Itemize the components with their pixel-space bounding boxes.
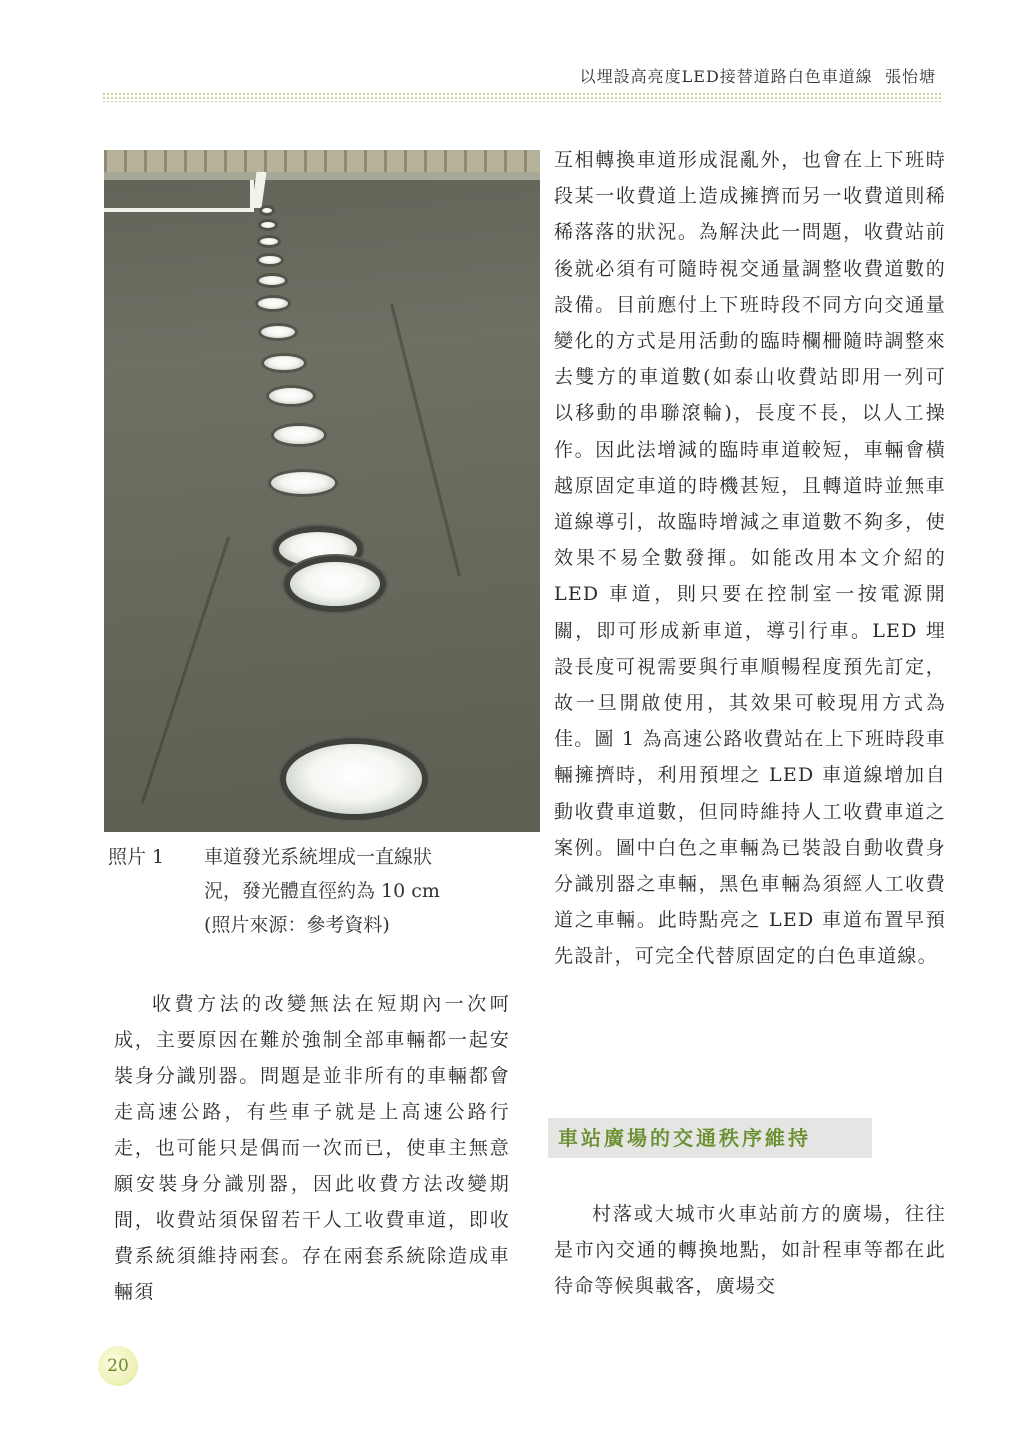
page-number: 20 xyxy=(98,1346,138,1386)
led-light xyxy=(264,356,304,370)
led-light xyxy=(261,222,275,228)
led-light xyxy=(274,426,324,444)
running-title: 以埋設高亮度LED接替道路白色車道線 xyxy=(579,67,873,86)
right-column xyxy=(554,142,946,975)
caption-line-1: 車道發光系統埋成一直線狀 xyxy=(204,846,433,868)
photo-road-marking xyxy=(104,180,254,212)
caption-line-2: 況，發光體直徑約為 10 cm xyxy=(204,880,440,902)
caption-label: 照片 1 xyxy=(108,846,165,868)
led-light xyxy=(259,256,281,264)
led-light xyxy=(261,326,295,338)
left-column xyxy=(114,986,510,1310)
right-column-continued xyxy=(554,1196,946,1304)
photo-crack xyxy=(390,304,461,576)
led-light xyxy=(260,238,278,245)
caption-line-3: (照片來源：參考資料) xyxy=(204,914,390,936)
header-dotted-rule xyxy=(102,92,942,102)
author-name: 張怡塘 xyxy=(884,67,936,86)
photo-curb xyxy=(104,172,540,180)
body-paragraph: 收費方法的改變無法在短期內一次呵成，主要原因在難於強制全部車輛都一起安裝身分識別器。問題是並非所有的車輛都會走高速公路，有些車子就是上高速公路行走，也可能只是偶而一次而已，使車主無意願安裝身分識別器，因此收費方法改變期間，收費站須保留若干人工收費車道，即收費系統須維持兩套。存在兩套系統除造成車輛須 xyxy=(114,993,510,1303)
running-header xyxy=(580,64,936,87)
led-light xyxy=(259,276,285,285)
led-light xyxy=(290,562,380,606)
led-light xyxy=(258,298,288,309)
photo-fence xyxy=(104,150,540,174)
section-heading: 車站廣場的交通秩序維持 xyxy=(548,1118,872,1158)
led-light xyxy=(269,388,313,404)
body-paragraph: 村落或大城市火車站前方的廣場，往往是市內交通的轉換地點，如計程車等都在此待命等候與載客，廣場交 xyxy=(554,1203,946,1297)
led-light xyxy=(271,472,335,494)
led-light xyxy=(279,532,357,566)
body-paragraph: 互相轉換車道形成混亂外，也會在上下班時段某一收費道上造成擁擠而另一收費道則稀稀落落的狀況。為解決此一問題，收費站前後就必須有可隨時視交通量調整收費道數的設備。目前應付上下班時段不同方向交通量變化的方式是用活動的臨時欄柵隨時調整來去雙方的車道數(如泰山收費站即用一列可以移動的串聯滾輪)，長度不長，以人工操作。因此法增減的臨時車道較短，車輛會橫越原固定車道的時機甚短，且轉道時並無車道線導引，故臨時增減之車道數不夠多，使效果不易全數發揮。如能改用本文介紹的 LED 車道，則只要在控制室一按電源開關，即可形成新車道，導引行車。LED 埋設長度可視需要與行車順暢程度預先訂定，故一旦開啟使用，其效果可較現用方式為佳。圖 1 為高速公路收費站在上下班時段車輛擁擠時，利用預埋之 LED 車道線增加自動收費車道數，但同時維持人工收費車道之案例。圖中白色之車輛為已裝設自動收費身分識別器之車輛，黑色車輛為須經人工收費道之車輛。此時點亮之 LED 車道布置早預先設計，可完全代替原固定的白色車道線。 xyxy=(554,149,946,968)
photo-crack xyxy=(141,536,230,803)
led-lane-photo xyxy=(104,150,540,832)
led-light xyxy=(286,744,422,814)
led-light xyxy=(262,208,272,213)
